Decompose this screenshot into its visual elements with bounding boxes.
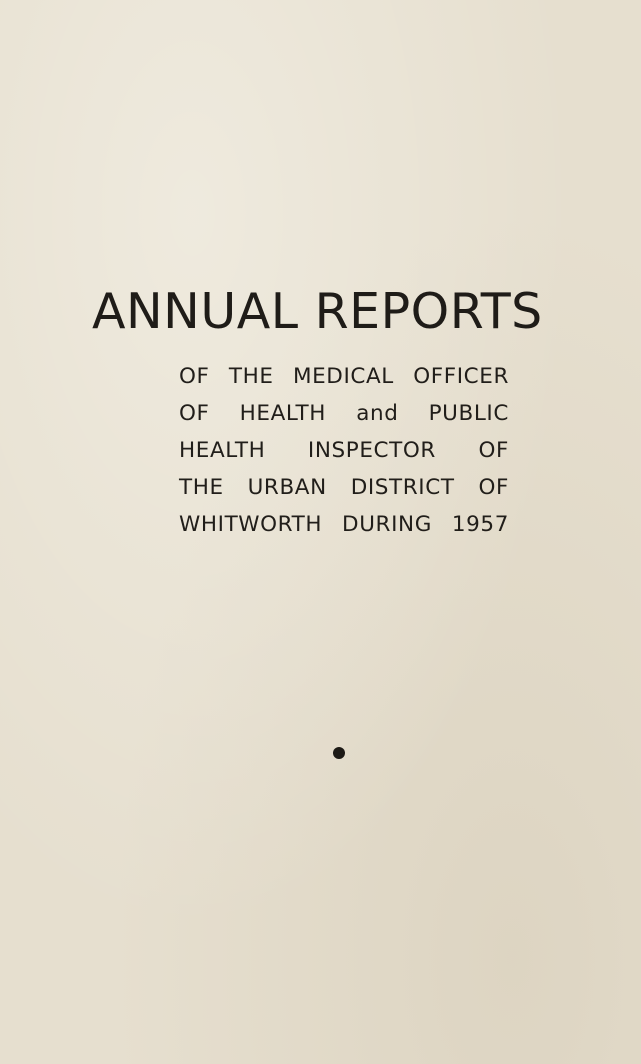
subtitle-line: THE URBAN DISTRICT OF [179, 475, 509, 500]
subtitle-line: WHITWORTH DURING 1957 [179, 512, 509, 537]
subtitle-line: OF THE MEDICAL OFFICER [179, 364, 509, 389]
subtitle-line: OF HEALTH and PUBLIC [179, 401, 509, 426]
subtitle-line: HEALTH INSPECTOR OF [179, 438, 509, 463]
report-subtitle [179, 358, 509, 543]
bullet-ornament-icon [333, 747, 345, 759]
report-title: ANNUAL REPORTS [92, 283, 543, 340]
